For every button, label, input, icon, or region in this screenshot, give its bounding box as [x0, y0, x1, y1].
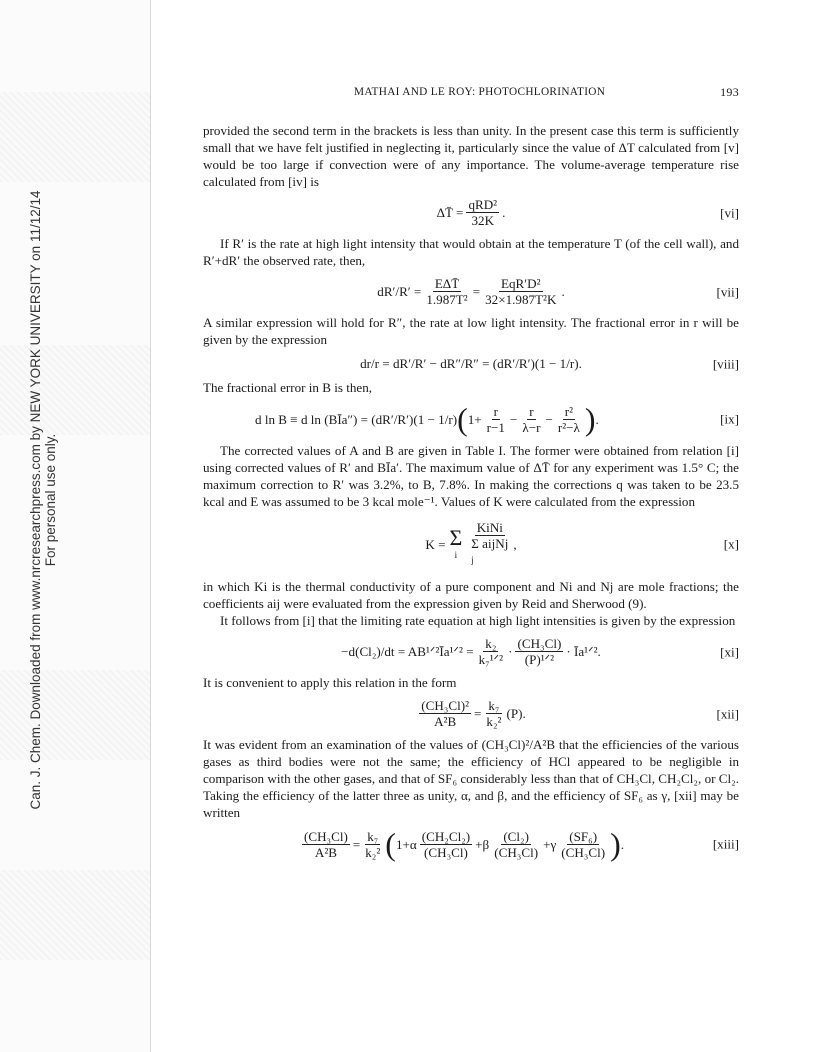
paragraph-8: It is convenient to apply this relation in the form — [203, 675, 457, 690]
scan-noise — [0, 870, 150, 960]
download-watermark — [28, 0, 58, 1000]
equation-tag: [x] — [723, 536, 739, 552]
scan-noise — [0, 345, 150, 435]
paragraph-2: If R′ is the rate at high light intensity that would obtain at the temperature T (of the cell wall), and R′+dR′ the observed rate, then, — [203, 236, 739, 268]
paragraph-5: The corrected values of A and B are given in Table I. The former were obtained from relation [i] using corrected values of R′ and BĪa′. The maximum value of ΔT̄ for any experiment was 1.5° C; the maximum correction to R′ was 3.2%, to B, 7.8%. In making the corrections q was taken to be 23.5 kcal and E was assumed to be 3 kcal mole⁻¹. Values of K were calculated from the expression — [203, 443, 739, 509]
equation-xii: $\frac{\text{(CH₃Cl)²}}{\text{A²B}}$ = $\frac{\text{k₇}}{\text{k₂²}}$ (P). [xii] — [421, 698, 739, 729]
equation-tag: [vi] — [720, 205, 739, 220]
equation-xi: −d(Cl₂)/dt = AB¹ᐟ²Īa¹ᐟ² = $\frac{\text{k₂}}{\text{k₇¹ᐟ²}}$ · $\frac{\text{(CH₃Cl)}}{\text{(P)¹ᐟ²}}$ · Īa¹ᐟ². [xi] — [341, 636, 739, 667]
download-note: Can. J. Chem. Downloaded from www.nrcresearchpress.com by NEW YORK UNIVERSITY on 11/12/14 — [28, 190, 43, 810]
download-sidebar — [0, 0, 151, 1052]
scan-noise — [0, 670, 150, 760]
scan-noise — [0, 92, 150, 182]
equation-tag: [xii] — [716, 706, 739, 721]
paragraph-1: provided the second term in the brackets is less than unity. In the present case this term is sufficiently small that we have felt justified in neglecting it, particularly since the value of ΔT calculated from [v] would be too large if convection were of any importance. The volume-average temperature rise calculated from [iv] is — [203, 123, 739, 189]
equation-ix: d ln B ≡ d ln (BĪa″) = (dR′/R′)(1 − 1/r) ( 1+ $\frac{r}{r-1}$ − $\frac{r}{\lambda-r}$ − $\frac{\text{r²}}{\text{r²−λ}}$ ) . [ix] — [255, 401, 739, 437]
equation-vi: ΔT̄ = $\frac{\text{qRD²}}{32K}$ . [vi] — [436, 197, 739, 228]
running-title: MATHAI AND LE ROY: PHOTOCHLORINATION — [354, 86, 606, 98]
equation-tag: [xiii] — [712, 836, 739, 852]
equation-vii: dR′/R′ = $\frac{\text{EΔT̄}}{\text{1.987T²}}$ = $\frac{\text{EqR′D²}}{\text{32×1.987T²K}}$ . [vii] — [377, 276, 739, 307]
paragraph-7: It follows from [i] that the limiting rate equation at high light intensities is given by the expression — [220, 613, 736, 628]
personal-use-note: For personal use only. — [43, 433, 58, 567]
running-head — [203, 84, 739, 122]
equation-viii: dr/r = dR′/R′ − dR″/R″ = (dR′/R′)(1 − 1/r). [viii] — [360, 356, 739, 371]
equation-tag: [vii] — [716, 284, 739, 299]
paragraph-4: The fractional error in B is then, — [203, 380, 373, 395]
equation-tag: [ix] — [720, 411, 739, 427]
paragraph-3: A similar expression will hold for R″, the rate at low light intensity. The fractional error in r will be given by the expression — [203, 315, 739, 347]
paragraph-6: in which Ki is the thermal conductivity of a pure component and Ni and Nj are mole fractions; the coefficients aij were evaluated from the expression given by Reid and Sherwood (9). — [203, 579, 739, 611]
equation-tag: [viii] — [712, 356, 739, 371]
page-number: 193 — [720, 85, 739, 99]
paragraph-9: It was evident from an examination of the values of (CH₃Cl)²/A²B that the efficiencies of the various gases as third bodies were not the same; the efficiency of HCl appeared to be negligible in comparison with the other gases, and that of SF₆ considerably less than that of CH₃Cl, CH₂Cl₂, or Cl₂. Taking the efficiency of the latter three as unity, α, and β, and the efficiency of SF₆ as γ, [xii] may be written — [203, 737, 739, 820]
equation-xiii: $\frac{\text{(CH₃Cl)}}{\text{A²B}}$ = $\frac{\text{k₇}}{\text{k₂²}}$ ( 1+α $\frac{\text{(CH₂Cl₂)}}{\text{(CH₃Cl)}}$ +β $\frac{\text{(Cl₂)}}{\text{(CH₃Cl)}}$ +γ $\frac{\text{(SF₆)}}{\text{(CH₃Cl)}}$ ) . [xiii] — [304, 826, 739, 862]
equation-tag: [xi] — [720, 644, 739, 659]
paper-page — [203, 84, 739, 867]
equation-x: K = Σ i KiNi Σ aijNj j , [x] — [425, 520, 739, 565]
